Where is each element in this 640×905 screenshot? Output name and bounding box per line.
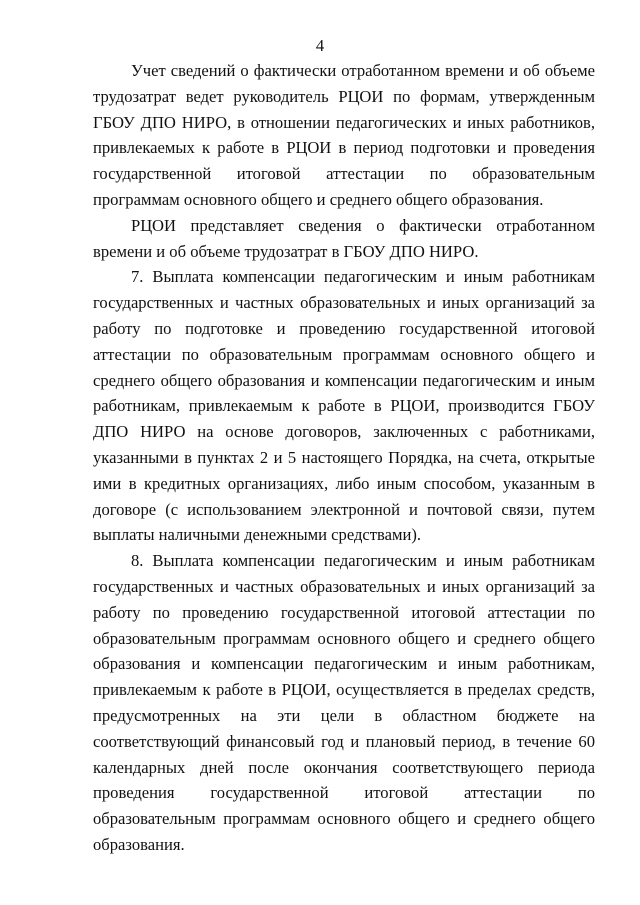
document-body [93, 58, 595, 858]
paragraph-7-compensation-payment: 7. Выплата компенсации педагогическим и иным работникам государственных и частных образовательных и иных организаций за работу по подготовке и проведению государственной итоговой аттестации по образовательным программам основного общего и среднего общего образования и компенсации педагогическим и иным работникам, привлекаемым к работе в РЦОИ, производится ГБОУ ДПО НИРО на основе договоров, заключенных с работниками, указанными в пунктах 2 и 5 настоящего Порядка, на счета, открытые ими в кредитных организациях, либо иным способом, указанным в договоре (с использованием электронной и почтовой связи, путем выплаты наличными денежными средствами). [93, 267, 595, 545]
page-number: 4 [315, 36, 325, 55]
paragraph-workload-accounting: Учет сведений о фактически отработанном времени и об объеме трудозатрат ведет руководитель РЦОИ по формам, утвержденным ГБОУ ДПО НИРО, в отношении педагогических и иных работников, привлекаемых к работе в РЦОИ в период подготовки и проведения государственной итоговой аттестации по образовательным программам основного общего и среднего общего образования. [93, 61, 595, 209]
paragraph-8-compensation-funding: 8. Выплата компенсации педагогическим и иным работникам государственных и частных образовательных и иных организаций за работу по проведению государственной итоговой аттестации по образовательным программам основного общего и среднего общего образования и компенсации педагогическим и иным работникам, привлекаемым к работе в РЦОИ, осуществляется в пределах средств, предусмотренных на эти цели в областном бюджете на соответствующий финансовый год и плановый период, в течение 60 календарных дней после окончания соответствующего периода проведения государственной итоговой аттестации по образовательным программам основного общего и среднего общего образования. [93, 551, 595, 854]
paragraph-rcoi-reporting: РЦОИ представляет сведения о фактически отработанном времени и об объеме трудозатрат в ГБОУ ДПО НИРО. [93, 215, 595, 261]
